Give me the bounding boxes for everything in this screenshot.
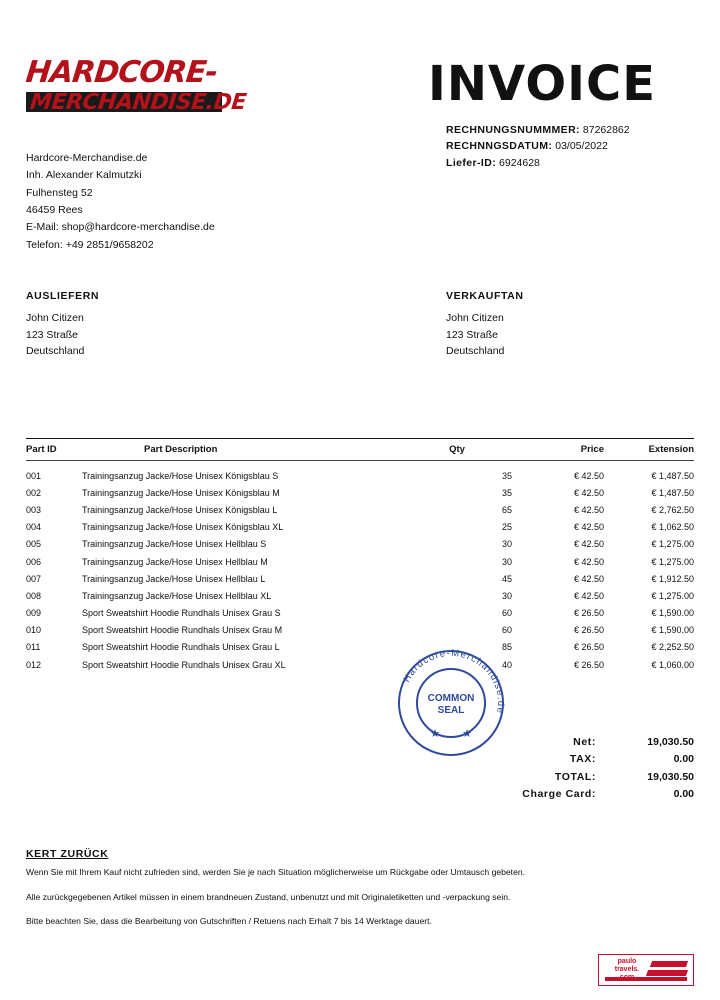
- footer-stamp-bar-3: [605, 977, 687, 981]
- table-header-row: [26, 439, 694, 460]
- cell-qty: 30: [501, 539, 512, 550]
- cell-description: Trainingsanzug Jacke/Hose Unisex Hellblau S: [82, 539, 267, 550]
- svg-text:SEAL: SEAL: [437, 705, 465, 716]
- cell-part-id: 001: [26, 470, 42, 481]
- cell-price: € 42.50: [573, 522, 604, 533]
- seller-email: E-Mail: shop@hardcore-merchandise.de: [26, 221, 215, 234]
- cell-extension: € 1,487.50: [651, 487, 694, 498]
- totals-row-net: [434, 734, 694, 751]
- totals-value-total: 19,030.50: [647, 770, 694, 783]
- footer-stamp-bar-2: [646, 970, 688, 976]
- meta-row-number: [446, 122, 630, 138]
- column-header-qty: Qty: [449, 444, 465, 455]
- cell-description: Trainingsanzug Jacke/Hose Unisex Königsblau M: [82, 487, 280, 498]
- cell-price: € 42.50: [573, 487, 604, 498]
- totals-row-total: [434, 769, 694, 786]
- cell-part-id: 004: [26, 522, 42, 533]
- column-header-price: Price: [580, 444, 604, 455]
- cell-qty: 60: [501, 608, 512, 619]
- cell-qty: 35: [501, 487, 512, 498]
- cell-price: € 42.50: [573, 590, 604, 601]
- ship-to-line-3: Deutschland: [26, 345, 85, 358]
- sold-to-heading: VERKAUFTAN: [446, 290, 524, 302]
- svg-text:★: ★: [430, 728, 440, 740]
- cell-extension: € 1,060.00: [651, 659, 694, 670]
- meta-row-delivery-id: [446, 155, 630, 171]
- cell-part-id: 006: [26, 556, 42, 567]
- cell-qty: 25: [501, 522, 512, 533]
- line-items-table: [26, 438, 694, 673]
- sold-to-line-1: John Citizen: [446, 311, 504, 324]
- table-row: [26, 587, 694, 604]
- cell-qty: 45: [501, 573, 512, 584]
- table-row: [26, 553, 694, 570]
- table-row: [26, 622, 694, 639]
- meta-label-number: RECHNUNGSNUMMMER:: [446, 124, 580, 136]
- returns-paragraph-2: Alle zurückgegebenen Artikel müssen in einem brandneuen Zustand, unbenutzt und mit Originaletiketten und -verpackung sein.: [26, 891, 511, 902]
- meta-label-delivery-id: Liefer-ID:: [446, 156, 497, 169]
- table-row: [26, 467, 694, 484]
- seller-line-4: 46459 Rees: [26, 203, 83, 216]
- cell-extension: € 1,487.50: [651, 470, 694, 481]
- seller-phone: Telefon: +49 2851/9658202: [26, 238, 154, 251]
- table-row: [26, 570, 694, 587]
- cell-description: Trainingsanzug Jacke/Hose Unisex Königsblau L: [82, 504, 278, 515]
- cell-qty: 35: [501, 470, 512, 481]
- cell-extension: € 2,252.50: [651, 642, 694, 653]
- ship-to-heading: AUSLIEFERN: [26, 290, 100, 302]
- table-row: [26, 605, 694, 622]
- cell-extension: € 1,275.00: [651, 590, 694, 601]
- invoice-meta: [446, 122, 630, 171]
- returns-paragraph-1: Wenn Sie mit Ihrem Kauf nicht zufrieden sind, werden Sie je nach Situation möglicherweise um Rückgabe oder Umtausch gebeten.: [26, 867, 526, 877]
- cell-price: € 26.50: [573, 659, 604, 670]
- cell-part-id: 005: [26, 539, 42, 550]
- meta-value-date: 03/05/2022: [555, 140, 608, 153]
- totals-value-tax: 0.00: [673, 753, 694, 766]
- cell-part-id: 007: [26, 573, 42, 584]
- cell-price: € 26.50: [573, 642, 604, 653]
- cell-part-id: 012: [26, 659, 42, 670]
- footer-brand-stamp: [598, 954, 694, 986]
- cell-extension: € 2,762.50: [651, 504, 694, 515]
- table-row: [26, 501, 694, 518]
- table-row: [26, 656, 694, 673]
- cell-qty: 40: [501, 659, 512, 670]
- cell-description: Trainingsanzug Jacke/Hose Unisex Hellblau L: [82, 573, 266, 584]
- cell-description: Trainingsanzug Jacke/Hose Unisex Hellblau M: [82, 556, 268, 567]
- footer-stamp-line-2: travels.: [614, 965, 640, 973]
- seller-line-2: Inh. Alexander Kalmutzki: [26, 169, 142, 182]
- cell-price: € 42.50: [573, 504, 604, 515]
- footer-stamp-line-1: paulo: [617, 958, 637, 965]
- cell-extension: € 1,275.00: [651, 556, 694, 567]
- totals-label-charge-card: Charge Card:: [522, 787, 596, 800]
- cell-qty: 60: [501, 625, 512, 636]
- seller-address: [26, 150, 215, 254]
- ship-to-block: [26, 288, 99, 360]
- sold-to-block: [446, 288, 524, 360]
- table-row: [26, 484, 694, 501]
- column-header-description: Part Description: [144, 444, 218, 455]
- cell-price: € 42.50: [573, 539, 604, 550]
- cell-description: Trainingsanzug Jacke/Hose Unisex Hellblau XL: [82, 590, 272, 601]
- table-body: [26, 461, 694, 673]
- logo-text-line2-wrap: [28, 89, 249, 116]
- ship-to-line-1: John Citizen: [26, 311, 84, 324]
- svg-text:Hardcore-Merchandise.de: Hardcore-Merchandise.de: [401, 647, 507, 715]
- table-row: [26, 536, 694, 553]
- cell-price: € 42.50: [573, 470, 604, 481]
- cell-extension: € 1,590.00: [651, 608, 694, 619]
- cell-qty: 30: [501, 590, 512, 601]
- cell-description: Sport Sweatshirt Hoodie Rundhals Unisex Grau S: [82, 608, 281, 619]
- svg-text:COMMON: COMMON: [427, 693, 475, 704]
- totals-label-total: TOTAL:: [554, 770, 596, 783]
- cell-part-id: 010: [26, 625, 42, 636]
- table-row: [26, 519, 694, 536]
- returns-paragraph-3: Bitte beachten Sie, dass die Bearbeitung von Gutschriften / Retuens nach Erhalt 7 bis 14 Werktage dauert.: [26, 916, 432, 927]
- cell-description: Sport Sweatshirt Hoodie Rundhals Unisex Grau L: [82, 642, 280, 653]
- cell-extension: € 1,062.50: [651, 522, 694, 533]
- cell-price: € 26.50: [573, 608, 604, 619]
- cell-description: Trainingsanzug Jacke/Hose Unisex Königsblau S: [82, 470, 279, 481]
- returns-policy: [26, 848, 694, 941]
- meta-row-date: [446, 138, 630, 154]
- meta-value-number: 87262862: [582, 124, 630, 136]
- cell-description: Sport Sweatshirt Hoodie Rundhals Unisex Grau M: [82, 625, 283, 636]
- sold-to-line-3: Deutschland: [446, 345, 505, 358]
- totals-block: [434, 734, 694, 803]
- column-header-part-id: Part ID: [26, 444, 57, 455]
- cell-extension: € 1,912.50: [651, 573, 694, 584]
- cell-price: € 42.50: [573, 573, 604, 584]
- totals-value-charge-card: 0.00: [673, 787, 694, 800]
- svg-text:★: ★: [462, 728, 472, 740]
- table-row: [26, 639, 694, 656]
- cell-qty: 85: [501, 642, 512, 653]
- totals-label-tax: TAX:: [569, 753, 596, 766]
- sold-to-line-2: 123 Straße: [446, 328, 498, 341]
- page-title: INVOICE: [427, 56, 656, 112]
- column-header-extension: Extension: [648, 444, 694, 455]
- totals-value-net: 19,030.50: [647, 736, 694, 748]
- footer-stamp-bar-1: [650, 961, 688, 967]
- seller-line-3: Fulhensteg 52: [26, 186, 93, 199]
- meta-value-delivery-id: 6924628: [499, 156, 540, 169]
- cell-price: € 42.50: [573, 556, 604, 567]
- cell-part-id: 011: [26, 642, 41, 653]
- cell-description: Sport Sweatshirt Hoodie Rundhals Unisex Grau XL: [82, 659, 286, 670]
- cell-qty: 30: [501, 556, 512, 567]
- cell-qty: 65: [501, 504, 512, 515]
- cell-part-id: 003: [26, 504, 42, 515]
- totals-row-charge-card: [434, 786, 694, 803]
- seller-line-1: Hardcore-Merchandise.de: [26, 152, 148, 164]
- cell-part-id: 009: [26, 608, 42, 619]
- cell-extension: € 1,275.00: [651, 539, 694, 550]
- ship-to-line-2: 123 Straße: [26, 328, 78, 341]
- cell-part-id: 008: [26, 590, 42, 601]
- cell-extension: € 1,590.00: [651, 625, 694, 636]
- cell-part-id: 002: [26, 487, 42, 498]
- company-logo: [24, 55, 248, 115]
- logo-text-line1: HARDCORE-: [24, 55, 219, 90]
- totals-row-tax: [434, 751, 694, 768]
- returns-heading: KERT ZURÜCK: [26, 848, 109, 860]
- cell-description: Trainingsanzug Jacke/Hose Unisex Königsblau XL: [82, 522, 284, 533]
- logo-text-line2: MERCHANDISE.DE: [28, 90, 248, 115]
- cell-price: € 26.50: [573, 625, 604, 636]
- totals-label-net: Net:: [573, 736, 596, 748]
- meta-label-date: RECHNNGSDATUM:: [446, 140, 553, 153]
